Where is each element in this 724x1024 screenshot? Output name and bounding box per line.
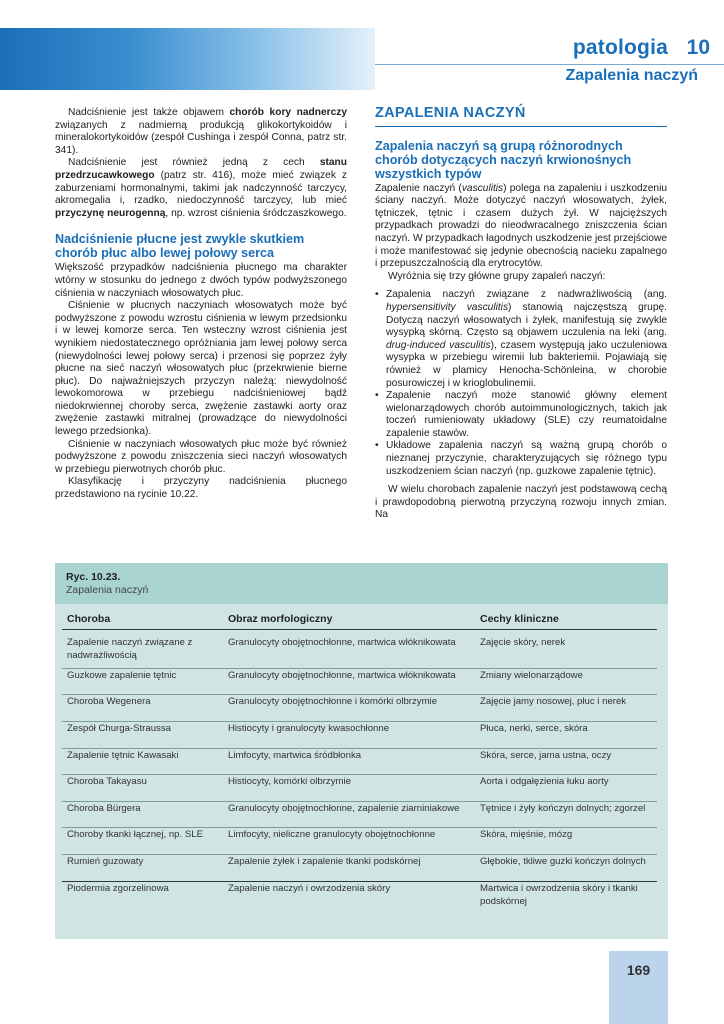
list-item: • Zapalenia naczyń związane z nadwrażliwością (ang. hypersensitivity vasculitis) stanowią najczęstszą grupę. Dotyczą naczyń włosowatych i żyłek, manifestują się zwykle wysypką skórną. Często są objawem uczulenia na leki (ang. drug-induced vasculitis), czasem występują jako uczuleniowa wysypka w przebiegu wiremii lub bakteriemii. Pojawiają się również w plamicy Henocha-Schönleina, w chorobie posurowiczej i w krioglobulinemii.: [375, 289, 667, 390]
paragraph: W wielu chorobach zapalenie naczyń jest podstawową cechą i prawdopodobną pierwotną przyczyną rozwoju innych zmian. Na: [375, 484, 667, 521]
paragraph: Zapalenie naczyń (vasculitis) polega na zapaleniu i uszkodzeniu ściany naczyń. Może dotyczyć naczyń włosowatych, żyłek, tętniczek, tętnic i czasem dużych żył. W najcięższych przypadkach prowadzi do nieodwracalnego zniszczenia ścian naczyń. W przypadkach łagodnych uszkodzenie jest przejściowe i może manifestować się jedynie obecnością nacieku zapalnego i przepuszczalnością dla erytrocytów.: [375, 182, 668, 270]
table-cell: Zapalenie tętnic Kawasaki: [67, 750, 179, 761]
list-item: • Zapalenie naczyń może stanowić główny element wielonarządowych chorób autoimmunologicznych, takich jak toczeń rumieniowaty układowy (SLE) czy reumatoidalne zapalenie stawów.: [375, 390, 667, 440]
column-header: Choroba: [67, 613, 111, 625]
table-cell: Choroba Bürgera: [67, 803, 141, 814]
table-cell: Guzkowe zapalenie tętnic: [67, 670, 177, 681]
bullet-list: [375, 289, 667, 478]
table-cell: Granulocyty obojętnochłonne, martwica włóknikowata: [228, 670, 456, 681]
row-divider: [62, 748, 657, 749]
header-divider: [375, 64, 724, 65]
table-cell: Tętnice i żyły kończyn dolnych; zgorzel: [480, 803, 646, 814]
chapter-number: 10: [686, 36, 710, 59]
section-title: ZAPALENIA NACZYŃ: [375, 105, 526, 121]
figure-caption: Zapalenia naczyń: [66, 584, 149, 596]
section-heading: Zapalenia naczyń są grupą różnorodnych chorób dotyczących naczyń krwionośnych wszystkich typów: [375, 138, 632, 181]
row-divider: [62, 721, 657, 722]
paragraph: Ciśnienie w naczyniach włosowatych płuc może być również podwyższone z powodu zniszczenia sieci naczyń włosowatych w przebiegu pierwotnych chorób płuc.: [55, 438, 347, 475]
table-cell: Histiocyty i granulocyty kwasochłonne: [228, 723, 390, 734]
paragraph: Nadciśnienie jest również jedną z cech stanu przedrzucawkowego (patrz str. 416), może mieć związek z zaburzeniami hormonalnymi, takimi jak nadczynność tarczycy, akromegalia i, rzadko, niedoczynność tarczycy, lub mieć przyczynę neurogenną, np. wzrost ciśnienia śródczaszkowego.: [55, 157, 347, 219]
figure-label: Ryc. 10.23.: [66, 571, 121, 583]
table-cell: Skóra, serce, jama ustna, oczy: [480, 750, 612, 761]
table-cell: Choroby tkanki łącznej, np. SLE: [67, 829, 203, 840]
row-divider: [62, 854, 657, 855]
table-cell: Granulocyty obojętnochłonne, martwica włóknikowata: [228, 637, 456, 648]
row-divider: [62, 774, 657, 775]
table-cell: Piodermia zgorzelinowa: [67, 883, 169, 894]
section-subtitle: Zapalenia naczyń: [565, 67, 698, 84]
table-cell: Martwica i owrzodzenia skóry i tkanki podskórnej: [480, 883, 638, 907]
column-header: Obraz morfologiczny: [228, 613, 333, 625]
column-header: Cechy kliniczne: [480, 613, 559, 625]
right-column: [375, 107, 667, 522]
paragraph: Nadciśnienie jest także objawem chorób kory nadnerczy związanych z nadmierną produkcją glikokortykoidów i mineralokortykoidów (zespół Cushinga i zespół Conna, patrz str. 341).: [55, 107, 348, 156]
paragraph: Klasyfikację i przyczyny nadciśnienia płucnego przedstawiono na rycinie 10.22.: [55, 476, 347, 501]
title-rule: [375, 126, 667, 127]
table-cell: Limfocyty, martwica śródbłonka: [228, 750, 362, 761]
table-cell: Zapalenie żyłek i zapalenie tkanki podskórnej: [228, 856, 421, 867]
paragraph: Większość przypadków nadciśnienia płucnego ma charakter wtórny w stosunku do jednego z dwóch typów podwyższonego ciśnienia w naczyniach włosowatych płuc.: [55, 262, 347, 299]
table-cell: Zapalenie naczyń związane z nadwrażliwością: [67, 637, 193, 661]
left-column: [55, 107, 347, 502]
page-number: 169: [626, 962, 651, 978]
header-banner: [0, 28, 375, 90]
row-divider: [62, 881, 657, 882]
table-cell: Głębokie, tkliwe guzki kończyn dolnych: [480, 856, 646, 867]
table-cell: Płuca, nerki, serce, skóra: [480, 723, 588, 734]
table-rule: [62, 629, 657, 630]
table-cell: Zespół Churga-Straussa: [67, 723, 171, 734]
table-cell: Choroba Wegenera: [67, 696, 151, 707]
row-divider: [62, 827, 657, 828]
table-cell: Histiocyty, komórki olbrzymie: [228, 776, 351, 787]
table-cell: Skóra, mięśnie, mózg: [480, 829, 573, 840]
table-cell: Aorta i odgałęzienia łuku aorty: [480, 776, 609, 787]
table-cell: Granulocyty obojętnochłonne, zapalenie ziarniniakowe: [228, 803, 460, 814]
paragraph: Ciśnienie w płucnych naczyniach włosowatych może być podwyższone z powodu wzrostu ciśnienia w lewym przedsionku i w lewej komorze serca. Ten wsteczny wzrost ciśnienia jest wynikiem niedostatecznego opróżniania jam lewej połowy serca (niewydolności lewej połowy serca) i przenosi się poprzez żyły płucne na sieć naczyń włosowatych płuc (przekrwienie bierne płuc). Do najważniejszych przyczyn należą: niewydolność lewokomorowa w przebiegu nadciśnieniowej bądź niedokrwiennej choroby serca, zwężenie zastawki aorty oraz zwężenie zastawki mitralnej (prowadzące do niewydolności lewego przedsionka).: [55, 300, 347, 438]
figure-box: [55, 563, 668, 939]
table-cell: Zmiany wielonarządowe: [480, 670, 583, 681]
row-divider: [62, 694, 657, 695]
table-cell: Zapalenie naczyń i owrzodzenia skóry: [228, 883, 391, 894]
paragraph: Wyróżnia się trzy główne grupy zapaleń naczyń:: [388, 270, 606, 282]
table-cell: Granulocyty obojętnochłonne i komórki olbrzymie: [228, 696, 438, 707]
table-cell: Rumień guzowaty: [67, 856, 144, 867]
section-heading: Nadciśnienie płucne jest zwykle skutkiem chorób płuc albo lewej połowy serca: [55, 232, 305, 261]
table-cell: Zajęcie jamy nosowej, płuc i nerek: [480, 696, 627, 707]
table-cell: Zajęcie skóry, nerek: [480, 637, 566, 648]
list-item: • Układowe zapalenia naczyń są ważną grupą chorób o nieznanej przyczynie, charakteryzujących się różnego typu uszkodzeniem ścian naczyń (np. guzkowe zapalenie tętnic).: [375, 440, 667, 478]
table-cell: Choroba Takayasu: [67, 776, 147, 787]
table-cell: Limfocyty, nieliczne granulocyty obojętnochłonne: [228, 829, 436, 840]
row-divider: [62, 801, 657, 802]
chapter-title: patologia: [572, 36, 668, 59]
row-divider: [62, 668, 657, 669]
